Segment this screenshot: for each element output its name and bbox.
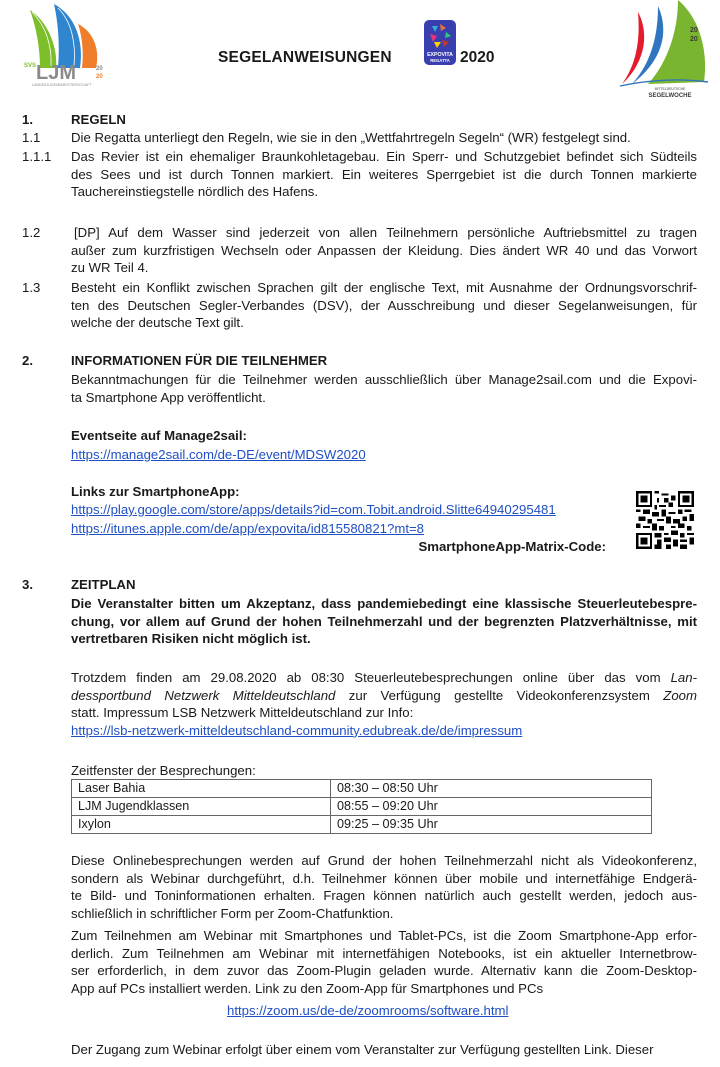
table-row	[72, 816, 652, 834]
svg-text:LANDESJUGENDMEISTERSCHAFT: LANDESJUGENDMEISTERSCHAFT	[32, 83, 92, 87]
section-1-heading: REGELN	[71, 112, 126, 127]
table-row	[72, 780, 652, 798]
table-row	[72, 798, 652, 816]
svg-text:EXPOVITA: EXPOVITA	[427, 52, 453, 58]
svg-text:20: 20	[96, 66, 103, 72]
text-line: Das Revier ist ein ehemaliger Braunkohletagebau. Ein Sperr- und Schutzgebiet befindet sich Südteils	[71, 149, 697, 164]
text-line: Bekanntmachungen für die Teilnehmer werden ausschließlich über Manage2sail.com und die Expovi-	[71, 372, 697, 387]
time-cell: 09:25 – 09:35 Uhr	[331, 816, 652, 834]
document-title: SEGELANWEISUNGEN	[218, 49, 392, 66]
section-2-number: 2.	[22, 353, 33, 368]
smartphone-app-label: Links zur SmartphoneApp:	[71, 484, 240, 499]
clause-1-3-text	[71, 279, 697, 332]
qr-code	[636, 491, 694, 549]
svg-text:LJM: LJM	[36, 62, 76, 84]
section-2-intro	[71, 371, 697, 406]
text-line: Tauchereinstiegstelle nördlich des Hafens.	[71, 184, 319, 200]
event-page-label: Eventseite auf Manage2sail:	[71, 428, 247, 443]
document-year: 2020	[460, 49, 495, 66]
svg-text:20: 20	[96, 74, 103, 80]
text-line: ta Smartphone App veröffentlicht.	[71, 389, 266, 405]
mitteldeutsche-segelwoche-logo	[608, 0, 708, 100]
text-line: chung, vor allem auf Grund der hohen Teilnehmerzahl und der begrenzten Platzverhältnisse, mit	[71, 613, 697, 629]
time-cell: 08:55 – 09:20 Uhr	[331, 798, 652, 816]
clause-1-1-text: Die Regatta unterliegt den Regeln, wie sie in den „Wettfahrtregeln Segeln“ (WR) festgelegt sind.	[71, 130, 631, 145]
text-line: vertretbaren Risiken nicht möglich ist.	[71, 631, 311, 647]
clause-1-3-number: 1.3	[22, 280, 41, 295]
clause-1-2-text	[71, 224, 697, 277]
text-line	[71, 669, 697, 687]
svg-text:SEGELWOCHE: SEGELWOCHE	[648, 93, 692, 99]
text-line: welche der deutsche Text gilt.	[71, 315, 244, 331]
webinar-access-text: Der Zugang zum Webinar erfolgt über einem vom Veranstalter zur Verfügung gestellten Link. Dieser	[71, 1042, 654, 1057]
text-line: Die Veranstalter bitten um Akzeptanz, dass pandemiebedingt eine klassische Steuerleutebespre-	[71, 596, 697, 611]
webinar-paragraph	[71, 852, 697, 922]
text-line: schließlich in schriftlicher Form per Zoom-Chatfunktion.	[71, 905, 394, 921]
svg-text:SVS: SVS	[24, 63, 37, 69]
class-cell: LJM Jugendklassen	[72, 798, 331, 816]
text-line: Diese Onlinebesprechungen werden auf Grund der hohen Teilnehmerzahl nicht als Videokonferenz,	[71, 853, 697, 868]
briefing-schedule-table	[71, 779, 652, 834]
svg-text:20: 20	[690, 27, 698, 34]
clause-1-1-1-text	[71, 148, 697, 201]
text-line: derlich. Zum Teilnehmen am Webinar mit internetfähigen Notebooks, ist ein aktueller Internetbrow-	[71, 945, 697, 961]
section-2-heading: INFORMATIONEN FÜR DIE TEILNEHMER	[71, 353, 328, 368]
text-line: außer zum kurzfristigen Wechseln oder Anpassen der Kleidung. Dies ändert WR 40 und das Vorwort	[71, 242, 697, 258]
text-line: des Sees und ist durch Tonnen markiert. Ein weiteres Sperrgebiet ist die durch Tonnen markierte	[71, 166, 697, 182]
time-cell: 08:30 – 08:50 Uhr	[331, 780, 652, 798]
section-3-heading: ZEITPLAN	[71, 577, 136, 592]
text-segment: zur Verfügung gestellte Videokonferenzsystem	[335, 687, 664, 703]
text-segment: Trotzdem finden am 29.08.2020 ab 08:30 Steuerleutebesprechungen online über das vom	[71, 670, 671, 685]
section-3-number: 3.	[22, 577, 33, 592]
app-store-link[interactable]: https://itunes.apple.com/de/app/expovita/id815580821?mt=8	[71, 521, 425, 536]
text-segment-italic: Lan-	[670, 670, 697, 685]
svg-text:MITTELDEUTSCHE: MITTELDEUTSCHE	[654, 87, 686, 91]
text-segment-italic: Zoom	[663, 687, 697, 703]
text-line: Besteht ein Konflikt zwischen Sprachen gilt der englische Text, mit Ausnahme der Ordnungsvorschrif-	[71, 280, 697, 295]
zoom-apps-paragraph	[71, 927, 697, 997]
ljm-2020-logo	[18, 2, 113, 88]
text-line: [DP] Auf dem Wasser sind jederzeit von allen Teilnehmern persönliche Auftriebsmittel zu tragen	[74, 225, 697, 240]
text-line	[71, 687, 697, 705]
lsb-impressum-link[interactable]: https://lsb-netzwerk-mitteldeutschland-community.edubreak.de/de/impressum	[71, 722, 523, 738]
table-caption: Zeitfenster der Besprechungen:	[71, 763, 256, 778]
zoom-software-link[interactable]: https://zoom.us/de-de/zoomrooms/software.html	[227, 1003, 509, 1018]
expovita-regatta-logo	[424, 20, 456, 65]
text-line: te Bild- und Toninformationen erhalten. Fragen können natürlich auch gestellt werden, jedoch aus-	[71, 888, 697, 904]
text-segment-italic: dessportbund Netzwerk Mitteldeutschland	[71, 687, 336, 703]
svg-text:20: 20	[690, 36, 698, 43]
text-line: sondern als Webinar durchgeführt, d.h. Teilnehmer können über mobile und internetfähige Endgerä-	[71, 870, 697, 886]
text-line: Zum Teilnehmen am Webinar mit Smartphones und Tablet-PCs, ist die Zoom Smartphone-App erfor-	[71, 928, 697, 943]
svg-text:REGATTA: REGATTA	[430, 58, 450, 63]
pandemic-notice	[71, 595, 697, 648]
section-1-number: 1.	[22, 112, 33, 127]
google-play-link[interactable]: https://play.google.com/store/apps/details?id=com.Tobit.android.Slitte64940295481	[71, 502, 556, 517]
text-line: ten des Deutschen Segler-Verbandes (DSV), der Ausschreibung und dieser Segelanweisungen, für	[71, 297, 697, 313]
online-briefing-paragraph	[71, 669, 697, 739]
text-line: zu WR Teil 4.	[71, 260, 149, 276]
class-cell: Ixylon	[72, 816, 331, 834]
qr-code-label: SmartphoneApp-Matrix-Code:	[418, 539, 606, 554]
clause-1-2-number: 1.2	[22, 225, 41, 240]
text-line: statt. Impressum LSB Netzwerk Mitteldeutschland zur Info:	[71, 705, 414, 721]
class-cell: Laser Bahia	[72, 780, 331, 798]
event-page-link[interactable]: https://manage2sail.com/de-DE/event/MDSW2020	[71, 447, 366, 462]
text-line: App auf PCs installiert werden. Link zu den Zoom-App für Smartphones und PCs	[71, 980, 544, 996]
text-line: ser erforderlich, in dem zuvor das Zoom-Plugin geladen wurde. Alternativ kann die Zoom-Desktop-	[71, 963, 697, 979]
clause-1-1-number: 1.1	[22, 130, 41, 145]
clause-1-1-1-number: 1.1.1	[22, 149, 52, 164]
